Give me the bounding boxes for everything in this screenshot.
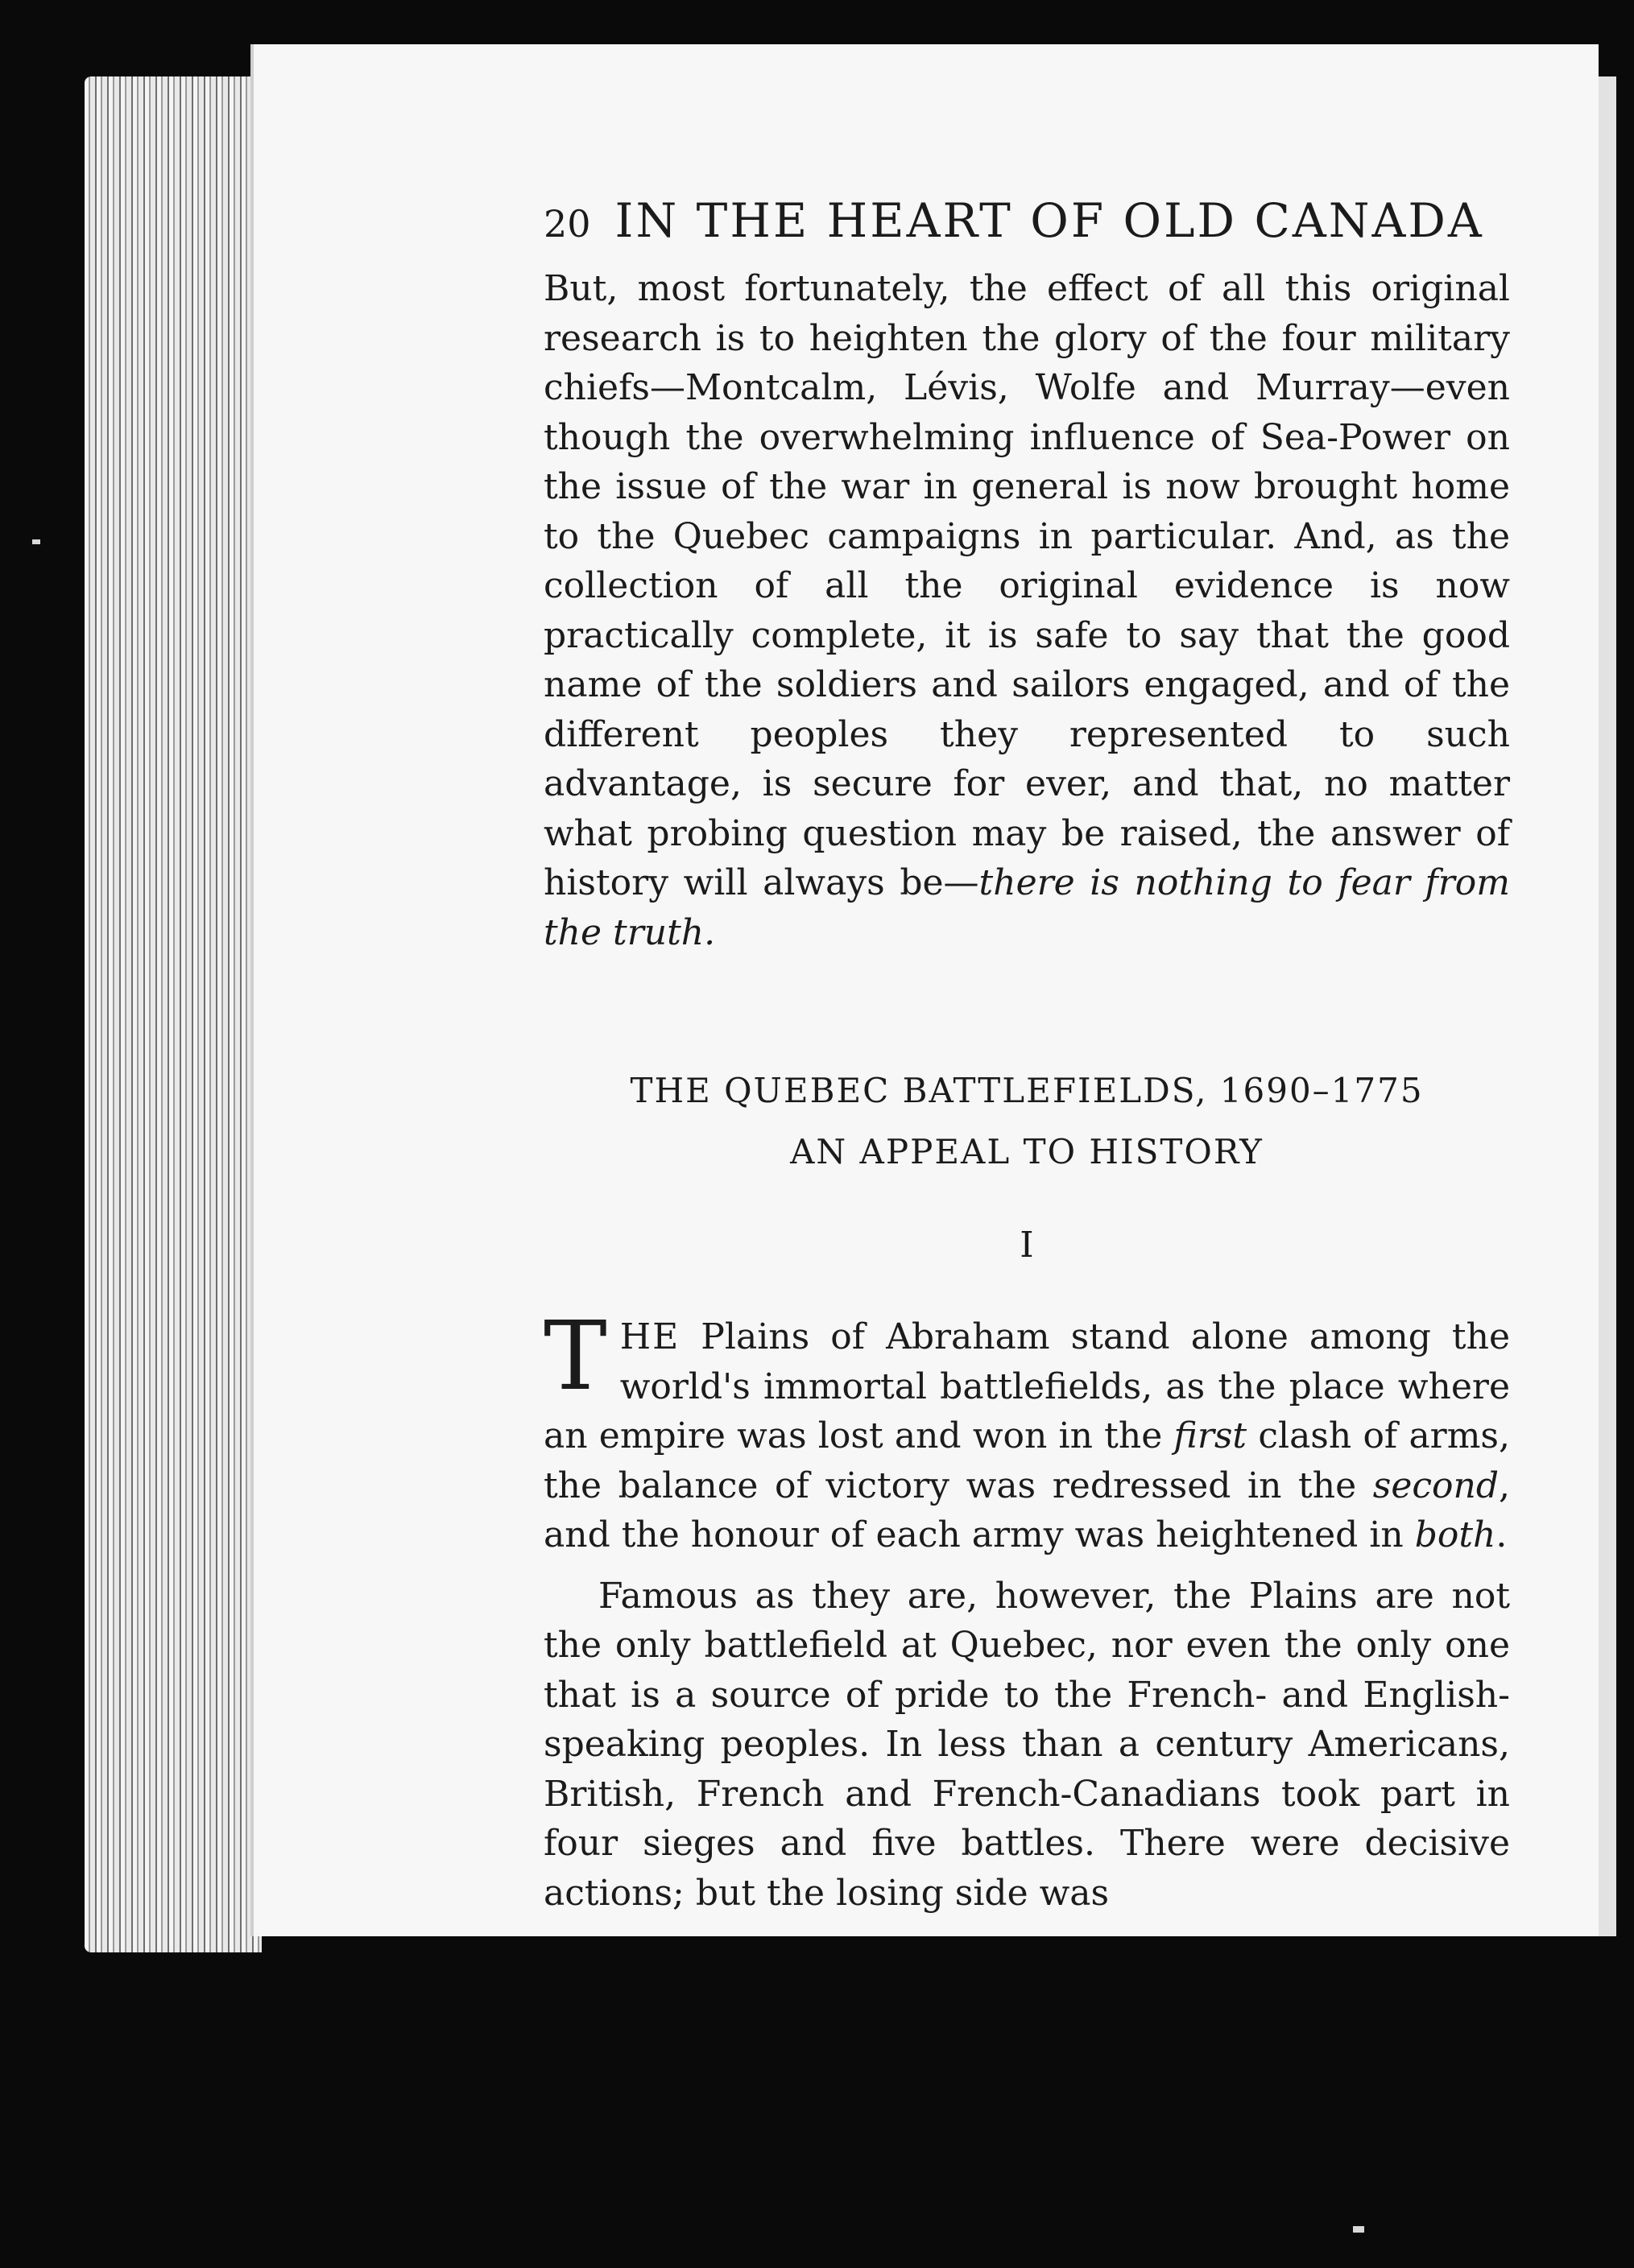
- text-column: [544, 193, 1510, 1918]
- section-title: [544, 1060, 1510, 1183]
- opening-text-b: clash of arms, the balance of victory was redressed in the: [544, 1415, 1511, 1506]
- section-title-line-2: AN APPEAL TO HISTORY: [790, 1132, 1264, 1171]
- opening-italic-second: second: [1372, 1464, 1499, 1506]
- running-head: [544, 193, 1510, 248]
- opening-text-d: .: [1495, 1514, 1508, 1555]
- section-title-line-1: THE QUEBEC BATTLEFIELDS, 1690–1775: [630, 1071, 1424, 1110]
- paragraph-opening: [544, 1300, 1511, 1560]
- paragraph-famous: Famous as they are, however, the Plains are not the only battlefield at Quebec, nor even the only one that is a source of pride to the French- and English-speaking peoples. In less than a century Americans, British, French and French-Canadians took part in four sieges and five battles. There were decisive actions; but the losing side was: [544, 1575, 1510, 1914]
- page-stack-edges: [85, 76, 262, 1952]
- paragraph-intro-text: But, most fortunately, the effect of all this original research is to heighten the glory of the four military chiefs—Montcalm, Lévis, Wolfe and Murray—even though the overwhelming influence of Sea-Power on the issue of the war in general is now brought home to the Quebec campaigns in particular. And, as the collection of all the original evidence is now practically complete, it is safe to say that the good name of the soldiers and sailors engaged, and of the different peoples they represented to such advantage, is secure for ever, and that, no matter what probing question may be raised, the answer of history will always be—: [544, 268, 1510, 903]
- scan-speck: [1353, 2226, 1364, 2233]
- scan-speck: [32, 539, 40, 544]
- section-numeral: I: [1020, 1225, 1034, 1266]
- running-title: IN THE HEART OF OLD CANADA: [614, 193, 1484, 248]
- opening-italic-first: first: [1173, 1415, 1247, 1456]
- page-right-edge: [1599, 76, 1616, 1936]
- opening-italic-both: both: [1414, 1514, 1496, 1555]
- opening-text-a: Plains of Abraham stand alone among the world's immortal battlefields, as the place where an empire was lost and won in the: [544, 1316, 1510, 1456]
- first-word-rest: HE: [619, 1316, 680, 1357]
- page-number: 20: [544, 202, 591, 246]
- drop-cap: T: [544, 1300, 607, 1411]
- opening-text-c: , and the honour of each army was heightened in: [544, 1464, 1510, 1555]
- paragraph-intro: [544, 264, 1510, 957]
- paragraph-intro-italic: there is nothing to fear from the truth.: [544, 862, 1510, 953]
